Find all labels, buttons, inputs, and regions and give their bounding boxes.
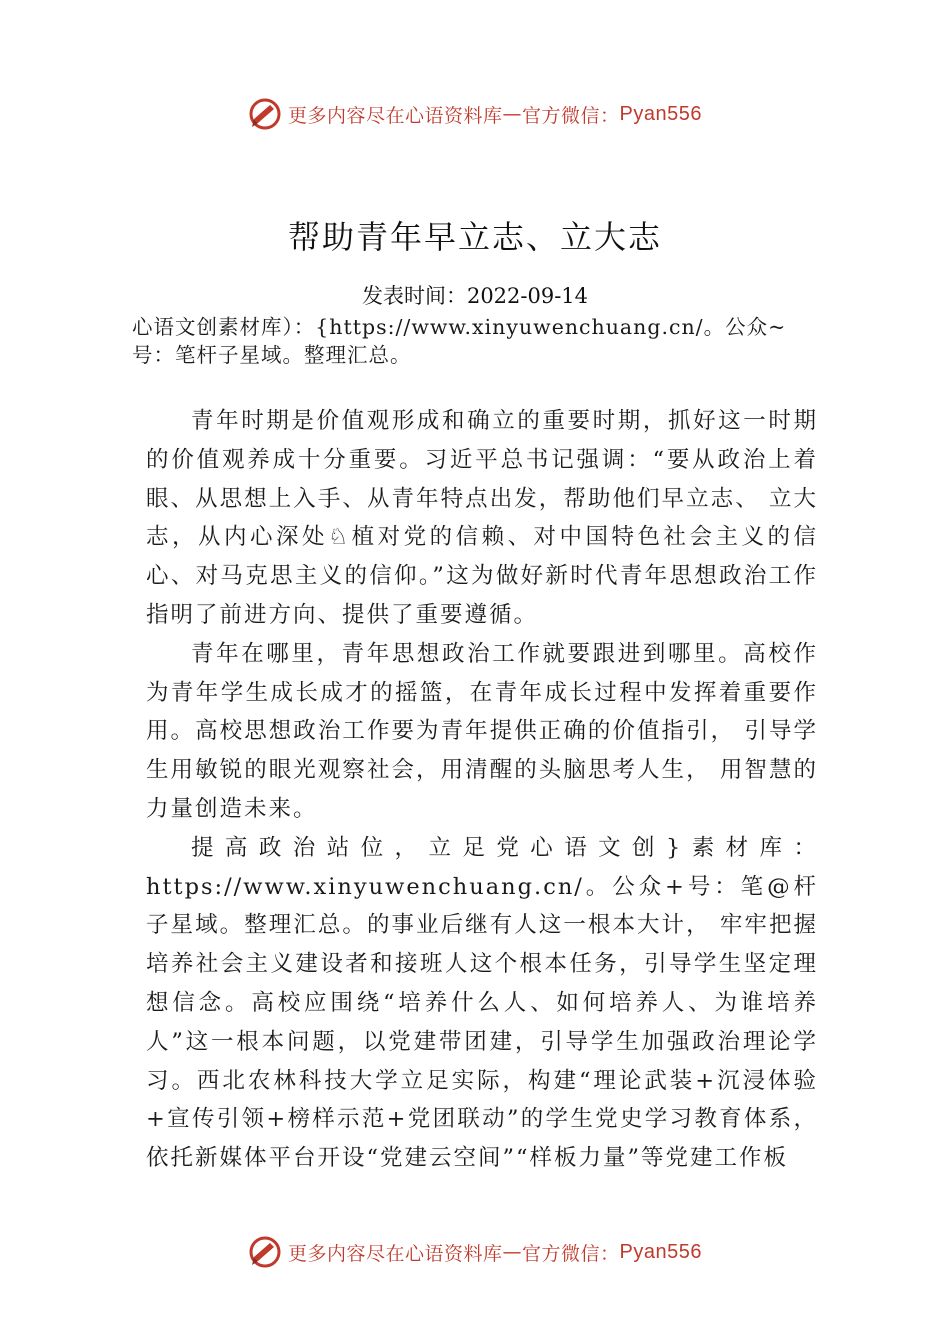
source-note: 心语文创素材库）：{https://www.xinyuwenchuang.cn/。公众~号：笔杆子星域。整理汇总。 [132, 315, 787, 367]
banner-wechat-label: 官方微信： [522, 104, 620, 127]
paragraph: 提高政治站位，立足党心语文创}素材库：https://www.xinyuwenchuang.cn/。公众+号：笔@杆子星域。整理汇总。的事业后继有人这一根本大计， 牢牢把握培养社会主义建设者和接班人这个根本任务，引导学生坚定理想信念。高校应围绕“培养什么人、如何培养人、为谁培养人”这一根本问题，以党建带团建，引导学生加强政治理论学习。西北农林科技大学立足实际，构建“理论武装+沉浸体验+宣传引领+榜样示范+党团联动”的学生党史学习教育体系，依托新媒体平台开设“党建云空间”“样板力量”等党建工作板 [146, 834, 818, 1172]
paragraph: 青年时期是价值观形成和确立的重要时期，抓好这一时期的价值观养成十分重要。习近平总书记强调：“要从政治上着眼、从思想上入手、从青年特点出发，帮助他们早立志、 立大志，从内心深处♘植对党的信赖、对中国特色社会主义的信心、对马克思主义的信仰。”这为做好新时代青年思想政治工作指明了前进方向、提供了重要遵循。 [146, 408, 818, 628]
article-title: 帮助青年早立志、立大志 [287, 218, 662, 256]
footer-banner [0, 1232, 950, 1272]
publish-date: 发表时间：2022-09-14 [361, 284, 589, 308]
pen-logo-icon [248, 1235, 282, 1269]
banner-separator: — [502, 1241, 523, 1263]
banner-brand: 更多内容尽在心语资料库 [288, 104, 503, 127]
banner-wechat-id: Pyan556 [619, 102, 702, 125]
banner-separator: — [502, 103, 523, 125]
pen-logo-icon [248, 97, 282, 131]
article-body [146, 402, 818, 1178]
paragraph: 青年在哪里，青年思想政治工作就要跟进到哪里。高校作为青年学生成长成才的摇篮，在青年成长过程中发挥着重要作用。高校思想政治工作要为青年提供正确的价值指引， 引导学生用敏锐的眼光观察社会，用清醒的头脑思考人生， 用智慧的力量创造未来。 [146, 640, 818, 822]
banner-brand: 更多内容尽在心语资料库 [288, 1242, 503, 1265]
banner-wechat-label: 官方微信： [522, 1242, 620, 1265]
header-banner [0, 94, 950, 134]
banner-wechat-id: Pyan556 [619, 1240, 702, 1263]
